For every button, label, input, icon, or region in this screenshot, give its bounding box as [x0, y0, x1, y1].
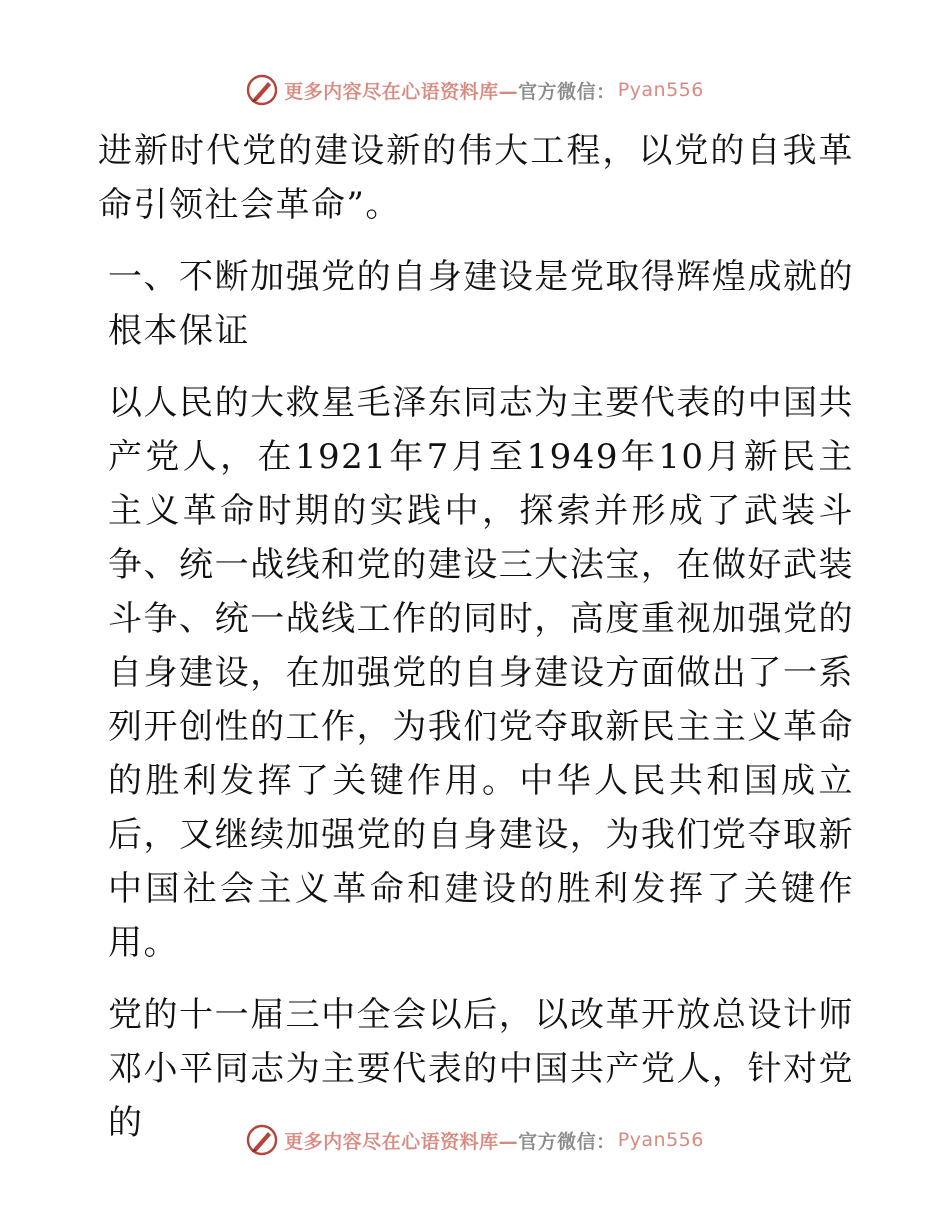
watermark-text: 更多内容尽在心语资料库— [284, 80, 519, 103]
document-body [98, 124, 854, 1150]
watermark-wechat-id: Pyan556 [617, 1129, 704, 1151]
paragraph-continuation: 进新时代党的建设新的伟大工程，以党的自我革命引领社会革命”。 [98, 131, 854, 225]
watermark-wechat-label: 官方微信： [518, 80, 616, 103]
pen-logo-icon [246, 1124, 278, 1156]
watermark-text: 更多内容尽在心语资料库— [284, 1130, 519, 1153]
watermark-wechat-label: 官方微信： [518, 1130, 616, 1153]
paragraph: 以人民的大救星毛泽东同志为主要代表的中国共产党人，在1921年7月至1949年10月新民主主义革命时期的实践中，探索并形成了武装斗争、统一战线和党的建设三大法宝，在做好武装斗争、统一战线工作的同时，高度重视加强党的自身建设，在加强党的自身建设方面做出了一系列开创性的工作，为我们党夺取新民主主义革命的胜利发挥了关键作用。中华人民共和国成立后，又继续加强党的自身建设，为我们党夺取新中国社会主义革命和建设的胜利发挥了关键作用。 [108, 383, 854, 963]
paragraph: 党的十一届三中全会以后，以改革开放总设计师邓小平同志为主要代表的中国共产党人，针对党的 [108, 995, 854, 1143]
header-watermark [0, 70, 950, 110]
watermark-wechat-id: Pyan556 [617, 79, 704, 101]
section-heading: 一、不断加强党的自身建设是党取得辉煌成就的根本保证 [108, 257, 854, 351]
pen-logo-icon [246, 74, 278, 106]
footer-watermark [0, 1120, 950, 1160]
